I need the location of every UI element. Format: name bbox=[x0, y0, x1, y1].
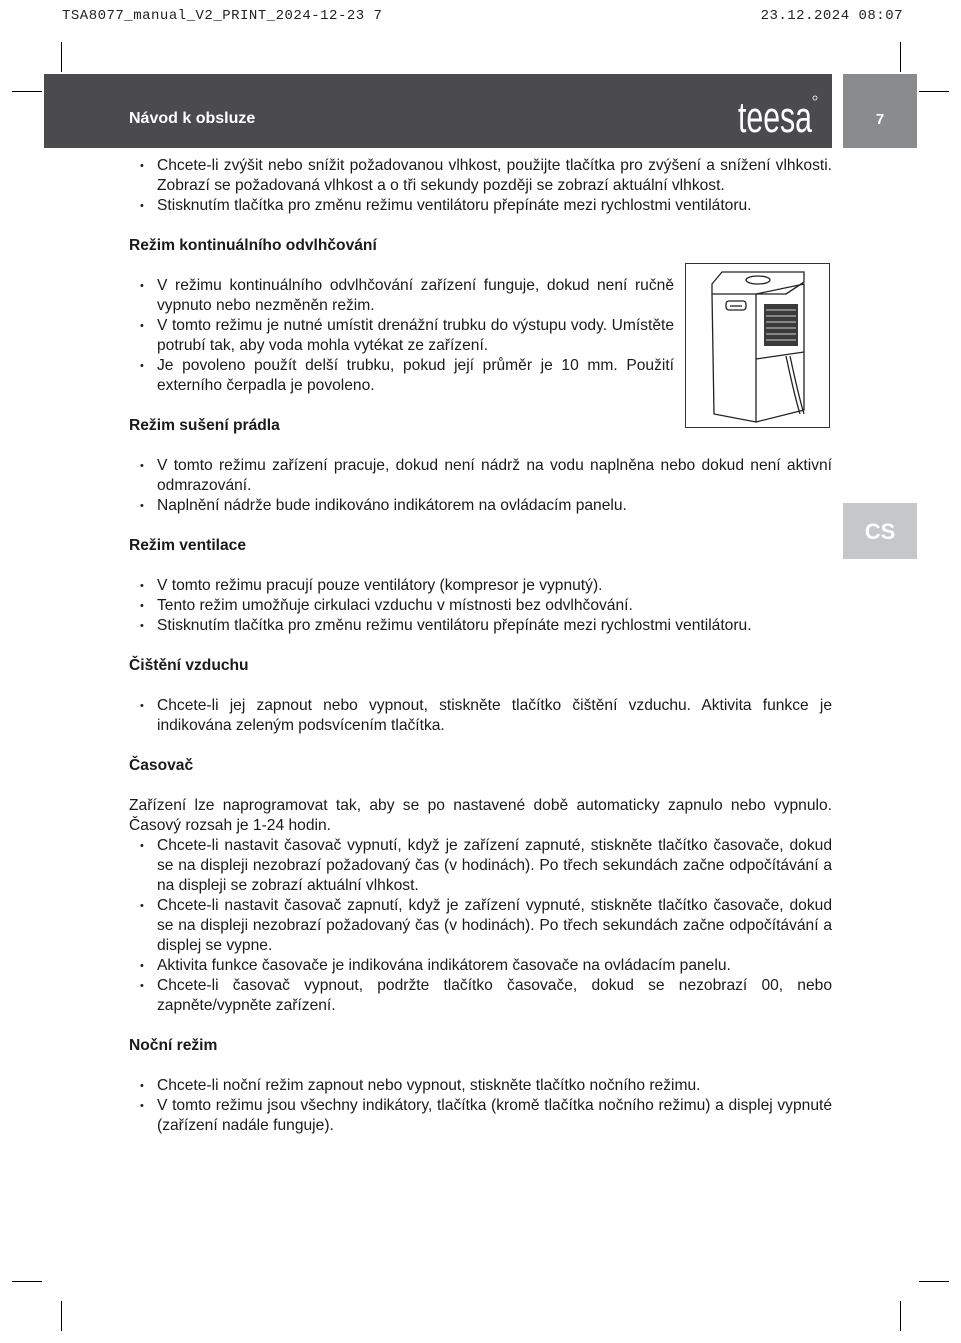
list-item: • Chcete-li nastavit časovač zapnutí, když je zařízení vypnuté, stiskněte tlačítko časovače, dokud se na displeji nezobrazí požadovaný čas (v hodinách). Po třech sekundách začne odpočítávání a displej se vypne. bbox=[129, 896, 832, 956]
page-number: 7 bbox=[843, 74, 917, 148]
list-item: • Aktivita funkce časovače je indikována indikátorem časovače na ovládacím panelu. bbox=[129, 956, 832, 976]
list-item: • V tomto režimu jsou všechny indikátory, tlačítka (kromě tlačítka nočního režimu) a displej vypnuté (zařízení nadále funguje). bbox=[129, 1096, 832, 1136]
list-item: • Stisknutím tlačítka pro změnu režimu ventilátoru přepínáte mezi rychlostmi ventilátoru. bbox=[129, 616, 832, 636]
laundry-list bbox=[129, 456, 832, 516]
timer-list bbox=[129, 836, 832, 1016]
list-item: • V tomto režimu je nutné umístit drenážní trubku do výstupu vody. Umístěte potrubí tak, aby voda mohla vytékat ze zařízení. bbox=[129, 316, 674, 356]
air-cleaning-list bbox=[129, 696, 832, 736]
list-item: • Chcete-li jej zapnout nebo vypnout, stiskněte tlačítko čištění vzduchu. Aktivita funkce je indikována zeleným podsvícením tlačítka. bbox=[129, 696, 832, 736]
list-item: • V tomto režimu pracují pouze ventilátory (kompresor je vypnutý). bbox=[129, 576, 832, 596]
dehumidifier-illustration bbox=[685, 263, 830, 428]
continuous-section bbox=[129, 276, 832, 396]
print-file-label: TSA8077_manual_V2_PRINT_2024-12-23 7 bbox=[62, 8, 383, 24]
list-item: • Je povoleno použít delší trubku, pokud její průměr je 10 mm. Použití externího čerpadla je povoleno. bbox=[129, 356, 674, 396]
section-title-laundry: Režim sušení prádla bbox=[129, 417, 280, 434]
ventilation-list bbox=[129, 576, 832, 636]
list-item: • Tento režim umožňuje cirkulaci vzduchu v místnosti bez odvlhčování. bbox=[129, 596, 832, 616]
brand-logo-text: teesa bbox=[738, 93, 813, 142]
list-item: • V tomto režimu zařízení pracuje, dokud není nádrž na vodu naplněna nebo dokud není aktivní odmrazování. bbox=[129, 456, 832, 496]
main-content bbox=[129, 156, 832, 1136]
list-item: • Stisknutím tlačítka pro změnu režimu ventilátoru přepínáte mezi rychlostmi ventilátoru. bbox=[129, 196, 832, 216]
section-title-ventilation: Režim ventilace bbox=[129, 537, 247, 554]
dehumidifier-drawing bbox=[686, 264, 828, 426]
list-item: • Chcete-li noční režim zapnout nebo vypnout, stiskněte tlačítko nočního režimu. bbox=[129, 1076, 832, 1096]
crop-mark bbox=[61, 42, 62, 72]
section-title-continuous: Režim kontinuálního odvlhčování bbox=[129, 237, 377, 254]
list-item: • Chcete-li časovač vypnout, podržte tlačítko časovače, dokud se nezobrazí 00, nebo zapněte/vypněte zařízení. bbox=[129, 976, 832, 1016]
intro-list bbox=[129, 156, 832, 216]
night-list bbox=[129, 1076, 832, 1136]
list-item: • Chcete-li zvýšit nebo snížit požadovanou vlhkost, použijte tlačítka pro zvýšení a snížení vlhkosti. Zobrazí se požadovaná vlhkost a o tři sekundy později se zobrazí aktuální vlhkost. bbox=[129, 156, 832, 196]
crop-mark bbox=[12, 91, 42, 92]
page-title: Návod k obsluze bbox=[129, 110, 256, 127]
continuous-list bbox=[129, 276, 674, 396]
language-tab: CS bbox=[843, 503, 917, 559]
section-title-timer: Časovač bbox=[129, 757, 194, 774]
crop-mark bbox=[919, 91, 949, 92]
list-item: • Chcete-li nastavit časovač vypnutí, když je zařízení zapnuté, stiskněte tlačítko časovače, dokud se na displeji nezobrazí požadovaný čas (v hodinách). Po třech sekundách začne odpočítávání a na displeji se zobrazí aktuální vlhkost. bbox=[129, 836, 832, 896]
section-title-night: Noční režim bbox=[129, 1037, 218, 1054]
crop-mark bbox=[61, 1301, 62, 1331]
list-item: • V režimu kontinuálního odvlhčování zařízení funguje, dokud není ručně vypnuto nebo nezměněn režim. bbox=[129, 276, 674, 316]
print-datetime-label: 23.12.2024 08:07 bbox=[760, 8, 903, 24]
crop-mark bbox=[900, 1301, 901, 1331]
crop-mark bbox=[900, 42, 901, 72]
brand-logo bbox=[738, 92, 818, 142]
header-bar bbox=[44, 74, 832, 148]
crop-mark bbox=[12, 1281, 42, 1282]
timer-intro: Zařízení lze naprogramovat tak, aby se po nastavené době automaticky zapnulo nebo vypnulo. Časový rozsah je 1-24 hodin. bbox=[129, 797, 832, 834]
list-item: • Naplnění nádrže bude indikováno indikátorem na ovládacím panelu. bbox=[129, 496, 832, 516]
crop-mark bbox=[919, 1281, 949, 1282]
section-title-air-cleaning: Čištění vzduchu bbox=[129, 657, 249, 674]
